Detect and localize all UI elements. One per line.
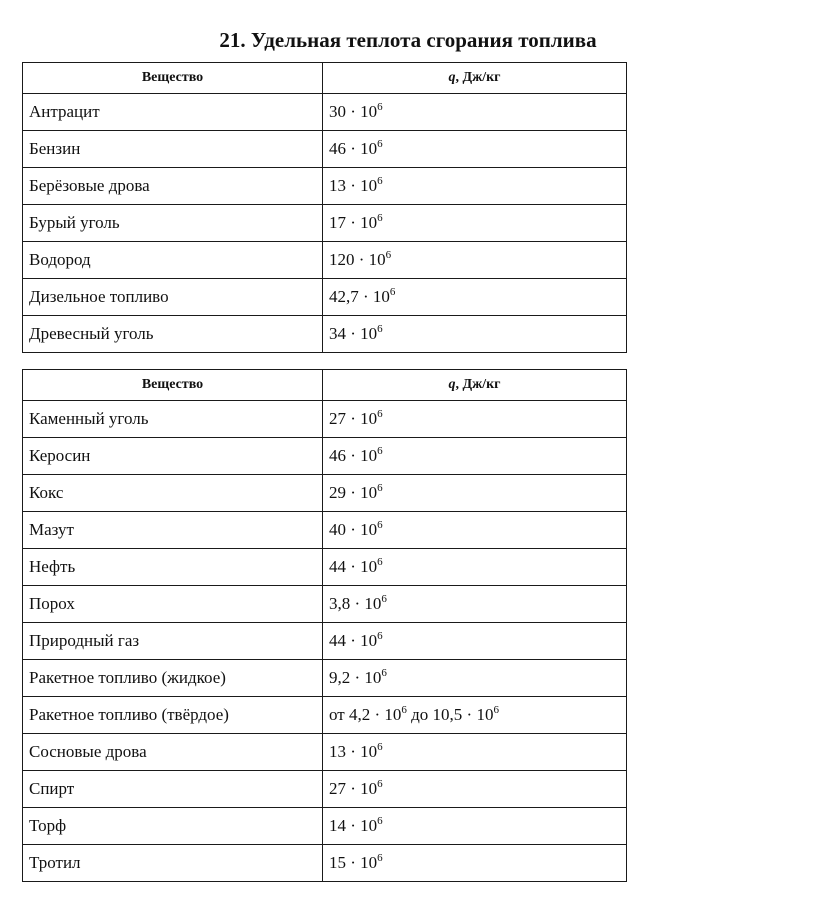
substance-cell: Сосновые дрова: [23, 734, 323, 771]
value-exponent: 6: [381, 593, 387, 605]
q-value-cell: [323, 549, 627, 586]
value-exponent: 6: [377, 815, 383, 827]
table-row: [23, 131, 627, 168]
times-ten: · 10: [346, 446, 378, 465]
value-mantissa: 27: [329, 409, 346, 428]
q-value-cell: [323, 660, 627, 697]
value-exponent: 6: [377, 741, 383, 753]
times-ten: · 10: [346, 816, 378, 835]
value-exponent: 6: [377, 138, 383, 150]
substance-cell: Нефть: [23, 549, 323, 586]
q-value-cell: [323, 316, 627, 353]
times-ten: · 10: [358, 287, 390, 306]
substance-cell: Бензин: [23, 131, 323, 168]
table-row: [23, 242, 627, 279]
substance-cell: Древесный уголь: [23, 316, 323, 353]
value-mantissa: 44: [329, 631, 346, 650]
fuel-table-2: [22, 369, 627, 882]
q-symbol: q: [448, 377, 456, 392]
q-value-cell: [323, 242, 627, 279]
value-mantissa: 3,8: [329, 594, 351, 613]
table-row: [23, 401, 627, 438]
table-row: [23, 168, 627, 205]
table-row: [23, 549, 627, 586]
q-value-cell: [323, 279, 627, 316]
substance-cell: Кокс: [23, 475, 323, 512]
substance-cell: Каменный уголь: [23, 401, 323, 438]
q-unit: , Дж/кг: [455, 70, 501, 85]
value-exponent-2: 6: [493, 704, 499, 716]
substance-cell: Ракетное топливо (жидкое): [23, 660, 323, 697]
header-q: [323, 370, 627, 401]
q-value-cell: [323, 623, 627, 660]
value-mantissa: 4,2: [348, 705, 371, 724]
value-exponent: 6: [377, 408, 383, 420]
times-ten: · 10: [346, 779, 378, 798]
table-row: [23, 697, 627, 734]
header-q: [323, 63, 627, 94]
table-header-row: [23, 370, 627, 401]
table-body-1: [23, 94, 627, 353]
table-row: [23, 771, 627, 808]
value-mantissa: 15: [329, 853, 346, 872]
value-prefix: от: [329, 705, 345, 724]
q-value-cell: [323, 131, 627, 168]
value-mantissa: 9,2: [329, 668, 351, 687]
times-ten: · 10: [346, 520, 378, 539]
times-ten: · 10: [346, 853, 378, 872]
times-ten: · 10: [346, 176, 378, 195]
table-header-row: [23, 63, 627, 94]
substance-cell: Берёзовые дрова: [23, 168, 323, 205]
value-exponent: 6: [377, 212, 383, 224]
table-row: [23, 475, 627, 512]
q-value-cell: [323, 168, 627, 205]
substance-cell: Торф: [23, 808, 323, 845]
value-mantissa: 17: [329, 213, 346, 232]
q-value-cell: [323, 734, 627, 771]
substance-cell: Порох: [23, 586, 323, 623]
value-mantissa: 120: [329, 250, 355, 269]
times-ten: · 10: [346, 213, 378, 232]
substance-cell: Ракетное топливо (твёрдое): [23, 697, 323, 734]
value-exponent: 6: [377, 630, 383, 642]
table-row: [23, 623, 627, 660]
table-row: [23, 205, 627, 242]
substance-cell: Тротил: [23, 845, 323, 882]
fuel-table-1: [22, 62, 627, 353]
table-body-2: [23, 401, 627, 882]
value-exponent: 6: [377, 323, 383, 335]
times-ten: · 10: [346, 102, 378, 121]
table-row: [23, 316, 627, 353]
substance-cell: Спирт: [23, 771, 323, 808]
value-exponent: 6: [389, 286, 396, 298]
q-value-cell: [323, 205, 627, 242]
substance-cell: Водород: [23, 242, 323, 279]
q-symbol: q: [448, 70, 456, 85]
substance-cell: Дизельное топливо: [23, 279, 323, 316]
value-mantissa: 29: [329, 483, 346, 502]
page-title: 21. Удельная теплота сгорания топлива: [219, 28, 597, 52]
q-value-cell: [323, 697, 627, 734]
q-value-cell: [323, 94, 627, 131]
table-row: [23, 845, 627, 882]
table-row: [23, 94, 627, 131]
table-row: [23, 438, 627, 475]
value-mantissa: 13: [329, 176, 346, 195]
value-exponent: 6: [377, 556, 383, 568]
table-row: [23, 512, 627, 549]
value-mantissa: 34: [329, 324, 346, 343]
value-mantissa: 44: [329, 557, 346, 576]
value-exponent: 6: [377, 519, 383, 531]
substance-cell: Бурый уголь: [23, 205, 323, 242]
value-mantissa: 46: [329, 139, 346, 158]
value-exponent: 6: [377, 778, 383, 790]
value-exponent: 6: [377, 101, 383, 113]
value-mantissa: 40: [329, 520, 346, 539]
value-mantissa: 30: [329, 102, 346, 121]
value-exponent: 6: [381, 667, 387, 679]
times-ten: · 10: [354, 250, 386, 269]
times-ten: · 10: [346, 483, 378, 502]
q-value-cell: [323, 808, 627, 845]
q-value-cell: [323, 845, 627, 882]
table-row: [23, 586, 627, 623]
value-exponent: 6: [377, 175, 383, 187]
q-value-cell: [323, 586, 627, 623]
header-substance: Вещество: [23, 63, 323, 94]
q-value-cell: [323, 401, 627, 438]
value-mantissa: 13: [329, 742, 346, 761]
substance-cell: Мазут: [23, 512, 323, 549]
value-exponent: 6: [377, 445, 383, 457]
times-ten: · 10: [370, 705, 402, 724]
substance-cell: Природный газ: [23, 623, 323, 660]
times-ten: · 10: [346, 324, 378, 343]
times-ten: · 10: [346, 742, 378, 761]
header-substance: Вещество: [23, 370, 323, 401]
value-mantissa: 42,7: [329, 287, 359, 306]
value-mid: до: [411, 705, 429, 724]
table-row: [23, 734, 627, 771]
times-ten: · 10: [350, 668, 382, 687]
q-unit: , Дж/кг: [455, 377, 501, 392]
times-ten: · 10: [462, 705, 494, 724]
table-row: [23, 279, 627, 316]
q-value-cell: [323, 771, 627, 808]
substance-cell: Антрацит: [23, 94, 323, 131]
value-mantissa: 14: [329, 816, 346, 835]
table-row: [23, 808, 627, 845]
value-mantissa: 27: [329, 779, 346, 798]
times-ten: · 10: [346, 139, 378, 158]
value-exponent: 6: [401, 704, 407, 716]
substance-cell: Керосин: [23, 438, 323, 475]
value-mantissa-2: 10,5: [432, 705, 463, 724]
times-ten: · 10: [346, 631, 378, 650]
table-row: [23, 660, 627, 697]
value-exponent: 6: [377, 852, 383, 864]
times-ten: · 10: [346, 557, 378, 576]
value-exponent: 6: [377, 482, 383, 494]
q-value-cell: [323, 475, 627, 512]
q-value-cell: [323, 438, 627, 475]
times-ten: · 10: [350, 594, 382, 613]
q-value-cell: [323, 512, 627, 549]
times-ten: · 10: [346, 409, 378, 428]
value-exponent: 6: [385, 249, 392, 261]
value-mantissa: 46: [329, 446, 346, 465]
